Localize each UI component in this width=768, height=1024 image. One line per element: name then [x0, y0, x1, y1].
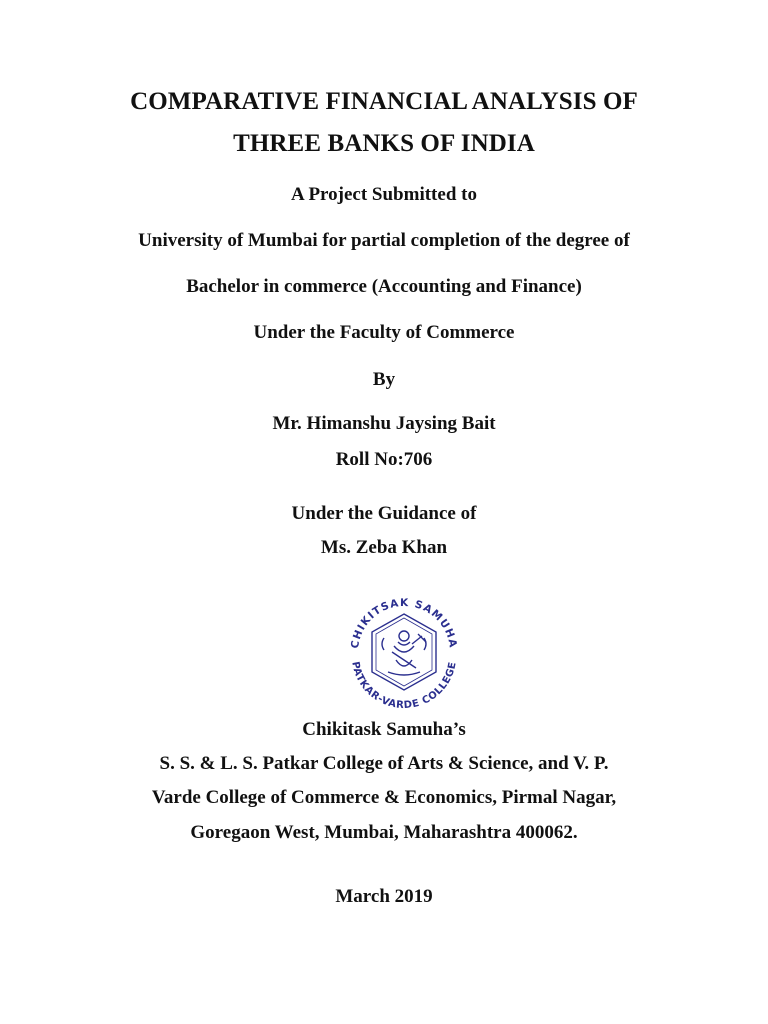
logo-top-text: CHIKITSAK SAMUHA [349, 596, 459, 650]
by-label: By [372, 369, 396, 390]
guide-name: Ms. Zeba Khan [320, 537, 448, 558]
faculty-text: Under the Faculty of Commerce [253, 322, 515, 343]
logo-bottom-text: PATKAR-VARDE COLLEGE [349, 660, 459, 712]
institution-line-4: Goregaon West, Mumbai, Maharashtra 400062. [190, 822, 578, 843]
institution-line-3: Varde College of Commerce & Economics, Pirmal Nagar, [151, 787, 617, 808]
author-name: Mr. Himanshu Jaysing Bait [272, 413, 496, 434]
guidance-label: Under the Guidance of [291, 503, 477, 524]
submitted-to-text: A Project Submitted to [291, 184, 477, 205]
college-logo [338, 586, 470, 718]
roll-number: Roll No:706 [335, 449, 433, 470]
submission-date: March 2019 [335, 886, 433, 907]
logo-emblem [372, 614, 436, 690]
institution-line-2: S. S. & L. S. Patkar College of Arts & Science, and V. P. [159, 753, 609, 774]
institution-line-1: Chikitask Samuha’s [302, 719, 466, 740]
degree-text: Bachelor in commerce (Accounting and Finance) [186, 276, 582, 297]
document-title-line-1: COMPARATIVE FINANCIAL ANALYSIS OF [130, 88, 638, 115]
university-text: University of Mumbai for partial completion of the degree of [138, 230, 630, 251]
document-title-line-2: THREE BANKS OF INDIA [233, 130, 535, 157]
